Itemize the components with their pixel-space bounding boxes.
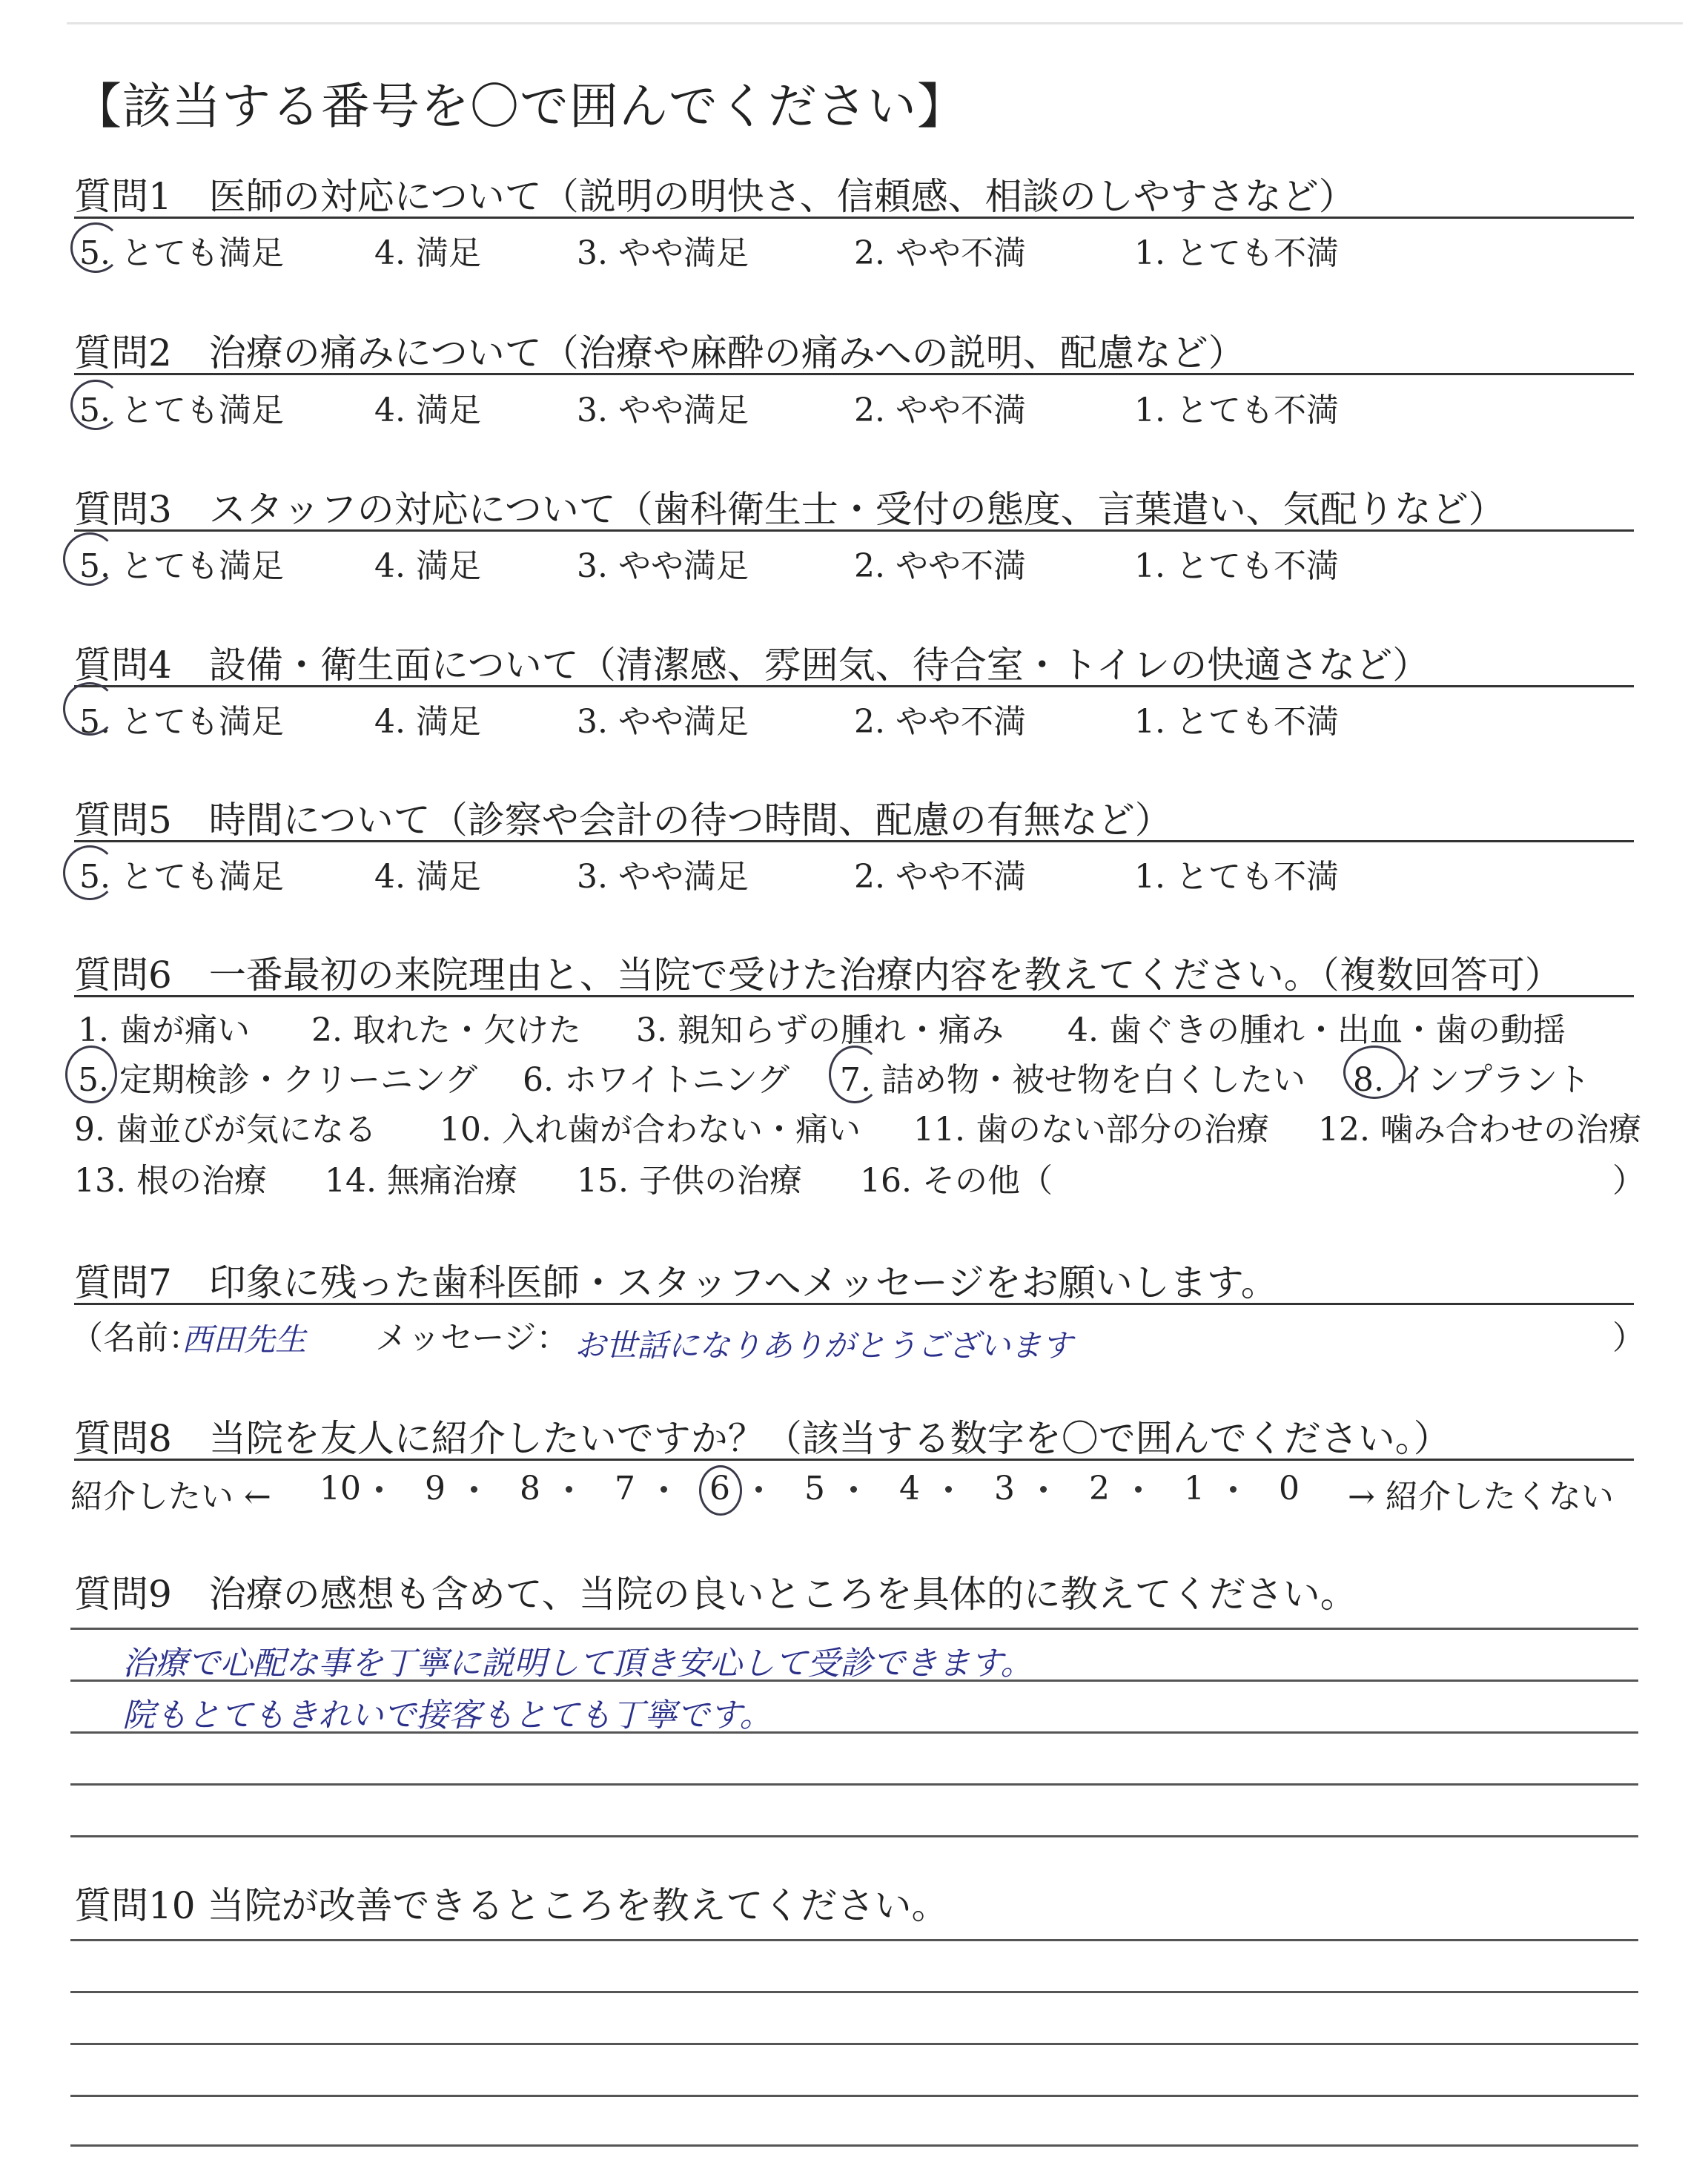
q5-option-3[interactable]: 3. やや満足 bbox=[577, 858, 749, 896]
q8-scale-separator bbox=[376, 1486, 383, 1493]
q9-line-5 bbox=[70, 1835, 1638, 1837]
q10-line-5 bbox=[70, 2144, 1638, 2147]
q7-rule bbox=[74, 1303, 1634, 1305]
q4-selection-circle bbox=[63, 682, 116, 736]
q8-scale-value[interactable]: 2 bbox=[1089, 1470, 1110, 1507]
q3-rule bbox=[74, 529, 1634, 532]
q3-option-1[interactable]: 1. とても不満 bbox=[1134, 547, 1339, 585]
q8-scale-value[interactable]: 9 bbox=[425, 1470, 446, 1507]
q6-option-11[interactable]: 11. 歯のない部分の治療 bbox=[913, 1111, 1269, 1149]
q3-option-4[interactable]: 4. 満足 bbox=[374, 547, 481, 585]
q10-line-3 bbox=[70, 2043, 1638, 2045]
q4-option-1[interactable]: 1. とても不満 bbox=[1134, 703, 1339, 741]
q10-line-4 bbox=[70, 2095, 1638, 2097]
q8-scale-value[interactable]: 4 bbox=[899, 1470, 920, 1507]
q8-scale-value[interactable]: 10 bbox=[320, 1470, 361, 1507]
q7-title: 質問7 印象に残った歯科医師・スタッフへメッセージをお願いします。 bbox=[74, 1261, 1278, 1304]
q8-scale-separator bbox=[1040, 1486, 1047, 1493]
q7-message-label: メッセージ： bbox=[375, 1319, 569, 1357]
q1-option-5[interactable]: 5. とても満足 bbox=[79, 234, 284, 272]
q8-scale-value[interactable]: 3 bbox=[994, 1470, 1015, 1507]
q8-scale-value[interactable]: 1 bbox=[1184, 1470, 1205, 1507]
q5-option-1[interactable]: 1. とても不満 bbox=[1134, 858, 1339, 896]
q1-option-4[interactable]: 4. 満足 bbox=[374, 234, 481, 272]
q8-rule bbox=[74, 1459, 1634, 1461]
q6-option-4[interactable]: 4. 歯ぐきの腫れ・出血・歯の動揺 bbox=[1068, 1011, 1566, 1049]
q7-name-value[interactable]: 西田先生 bbox=[182, 1321, 307, 1358]
q3-selection-circle bbox=[63, 532, 116, 586]
top-border bbox=[67, 22, 1683, 24]
q6-selection-circle-7 bbox=[829, 1046, 881, 1103]
q6-option-5[interactable]: 5. 定期検診・クリーニング bbox=[78, 1061, 478, 1099]
q3-title: 質問3 スタッフの対応について（歯科衛生士・受付の態度、言葉遣い、気配りなど） bbox=[74, 488, 1506, 531]
q9-answer-line-1[interactable]: 治療で心配な事を丁寧に説明して頂き安心して受診できます。 bbox=[122, 1645, 1033, 1682]
q6-rule bbox=[74, 995, 1634, 997]
q6-option-12[interactable]: 12. 噛み合わせの治療 bbox=[1318, 1111, 1641, 1149]
q5-selection-circle bbox=[63, 845, 116, 900]
q4-option-4[interactable]: 4. 満足 bbox=[374, 703, 481, 741]
q9-title: 質問9 治療の感想も含めて、当院の良いところを具体的に教えてください。 bbox=[74, 1573, 1357, 1616]
q1-option-2[interactable]: 2. やや不満 bbox=[854, 234, 1026, 272]
q6-other-close: ） bbox=[1612, 1162, 1645, 1200]
q6-option-1[interactable]: 1. 歯が痛い bbox=[78, 1011, 250, 1049]
q8-scale-separator bbox=[661, 1486, 667, 1493]
q7-name-label: （名前： bbox=[70, 1319, 201, 1357]
q8-scale-value[interactable]: 7 bbox=[615, 1470, 635, 1507]
q9-line-1 bbox=[70, 1628, 1638, 1630]
q9-answer-line-2[interactable]: 院もとてもきれいで接客もとても丁寧です。 bbox=[122, 1697, 772, 1734]
q8-left-label: 紹介したい ← bbox=[70, 1478, 271, 1516]
q8-scale-separator bbox=[1230, 1486, 1237, 1493]
q8-scale-value[interactable]: 6 bbox=[709, 1470, 730, 1507]
q8-scale-value[interactable]: 5 bbox=[804, 1470, 825, 1507]
q3-option-3[interactable]: 3. やや満足 bbox=[577, 547, 749, 585]
q1-option-1[interactable]: 1. とても不満 bbox=[1134, 234, 1339, 272]
q8-scale-separator bbox=[945, 1486, 952, 1493]
q9-line-3 bbox=[70, 1731, 1638, 1734]
q10-title: 質問10 当院が改善できるところを教えてください。 bbox=[74, 1884, 949, 1927]
q6-selection-circle-8 bbox=[1343, 1046, 1406, 1099]
q3-option-5[interactable]: 5. とても満足 bbox=[79, 547, 284, 585]
q2-option-3[interactable]: 3. やや満足 bbox=[577, 392, 749, 429]
q8-scale-separator bbox=[1135, 1486, 1142, 1493]
q1-option-3[interactable]: 3. やや満足 bbox=[577, 234, 749, 272]
form-header: 【該当する番号を〇で囲んでください】 bbox=[73, 78, 967, 135]
q5-option-5[interactable]: 5. とても満足 bbox=[79, 858, 284, 896]
q6-option-10[interactable]: 10. 入れ歯が合わない・痛い bbox=[440, 1111, 861, 1149]
q2-selection-circle bbox=[70, 380, 121, 430]
q7-message-value[interactable]: お世話になりありがとうございます bbox=[575, 1327, 1073, 1364]
q8-title: 質問8 当院を友人に紹介したいですか？（該当する数字を〇で囲んでください。） bbox=[74, 1417, 1451, 1460]
q8-scale-separator bbox=[755, 1486, 762, 1493]
q8-scale-separator bbox=[850, 1486, 857, 1493]
q1-rule bbox=[74, 217, 1634, 219]
q6-option-8[interactable]: 8. インプラント bbox=[1353, 1061, 1590, 1099]
q4-option-5[interactable]: 5. とても満足 bbox=[79, 703, 284, 741]
q6-option-2[interactable]: 2. 取れた・欠けた bbox=[311, 1011, 581, 1049]
q6-option-7[interactable]: 7. 詰め物・被せ物を白くしたい bbox=[840, 1061, 1305, 1099]
q9-line-2 bbox=[70, 1680, 1638, 1682]
q6-option-13[interactable]: 13. 根の治療 bbox=[74, 1162, 267, 1200]
q8-scale-value[interactable]: 0 bbox=[1279, 1470, 1300, 1507]
q10-line-2 bbox=[70, 1991, 1638, 1993]
q8-scale-separator bbox=[566, 1486, 572, 1493]
q6-option-15[interactable]: 15. 子供の治療 bbox=[577, 1162, 802, 1200]
q3-option-2[interactable]: 2. やや不満 bbox=[854, 547, 1026, 585]
q6-option-9[interactable]: 9. 歯並びが気になる bbox=[74, 1111, 377, 1149]
q6-option-6[interactable]: 6. ホワイトニング bbox=[523, 1061, 790, 1099]
q6-option-14[interactable]: 14. 無痛治療 bbox=[325, 1162, 517, 1200]
q2-option-2[interactable]: 2. やや不満 bbox=[854, 392, 1026, 429]
q4-rule bbox=[74, 685, 1634, 687]
q9-line-4 bbox=[70, 1783, 1638, 1786]
q8-selection-circle bbox=[699, 1465, 742, 1516]
q1-selection-circle bbox=[70, 222, 121, 273]
q4-option-2[interactable]: 2. やや不満 bbox=[854, 703, 1026, 741]
q8-scale-value[interactable]: 8 bbox=[520, 1470, 540, 1507]
q2-option-4[interactable]: 4. 満足 bbox=[374, 392, 481, 429]
q5-rule bbox=[74, 840, 1634, 842]
q1-title: 質問1 医師の対応について（説明の明快さ、信頼感、相談のしやすさなど） bbox=[74, 175, 1356, 218]
q2-option-1[interactable]: 1. とても不満 bbox=[1134, 392, 1339, 429]
q2-title: 質問2 治療の痛みについて（治療や麻酔の痛みへの説明、配慮など） bbox=[74, 331, 1245, 374]
q7-close: ） bbox=[1612, 1319, 1645, 1357]
q8-scale-separator bbox=[471, 1486, 477, 1493]
q6-option-16[interactable]: 16. その他（ bbox=[860, 1162, 1053, 1200]
q4-title: 質問4 設備・衛生面について（清潔感、雰囲気、待合室・トイレの快適さなど） bbox=[74, 644, 1430, 687]
q6-selection-circle-5 bbox=[65, 1046, 117, 1103]
q2-option-5[interactable]: 5. とても満足 bbox=[79, 392, 284, 429]
q4-option-3[interactable]: 3. やや満足 bbox=[577, 703, 749, 741]
q6-option-3[interactable]: 3. 親知らずの腫れ・痛み bbox=[636, 1011, 1004, 1049]
q6-title: 質問6 一番最初の来院理由と、当院で受けた治療内容を教えてください。（複数回答可） bbox=[74, 954, 1562, 997]
q5-option-2[interactable]: 2. やや不満 bbox=[854, 858, 1026, 896]
q5-option-4[interactable]: 4. 満足 bbox=[374, 858, 481, 896]
q5-title: 質問5 時間について（診察や会計の待つ時間、配慮の有無など） bbox=[74, 799, 1172, 842]
q8-right-label: → 紹介したくない bbox=[1348, 1478, 1614, 1516]
q10-line-1 bbox=[70, 1939, 1638, 1941]
q2-rule bbox=[74, 373, 1634, 375]
